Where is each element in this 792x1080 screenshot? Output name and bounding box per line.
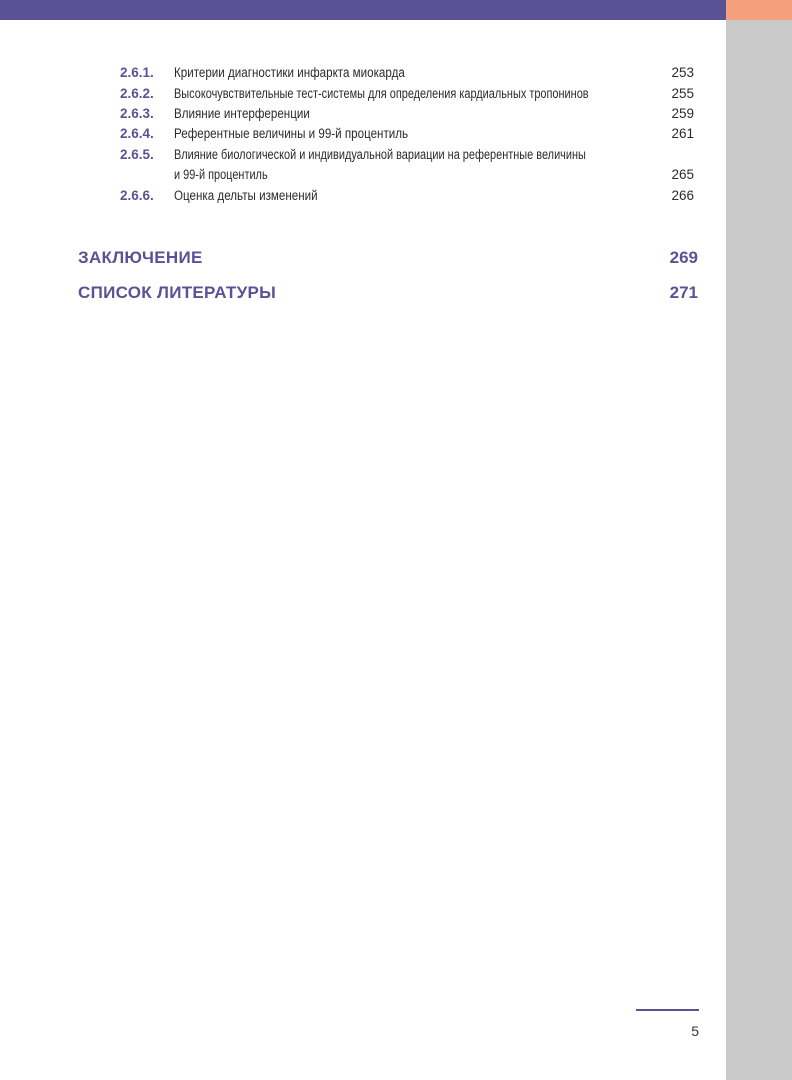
toc-item-title: Критерии диагностики инфаркта миокарда xyxy=(174,65,405,80)
toc-item-title: Влияние интерференции xyxy=(174,106,310,121)
toc-item-page: 266 xyxy=(671,188,694,203)
toc-item-title: Референтные величины и 99-й процентиль xyxy=(174,126,409,141)
toc-item-page: 261 xyxy=(671,126,694,141)
toc-item-page: 265 xyxy=(671,167,694,182)
toc-item-number: 2.6.2. xyxy=(120,86,154,101)
side-margin-strip xyxy=(726,20,792,1080)
toc-item-number: 2.6.5. xyxy=(120,147,154,162)
footer-rule xyxy=(636,1009,699,1011)
toc-item-number: 2.6.6. xyxy=(120,188,154,203)
toc-item-2-6-5[interactable] xyxy=(0,145,726,187)
toc-item-title: Влияние биологической и индивидуальной вариации на референтные величины и 99-й процентиль xyxy=(174,147,586,182)
toc-item-page: 253 xyxy=(671,65,694,80)
toc-item-number: 2.6.4. xyxy=(120,126,154,141)
toc-main-title: СПИСОК ЛИТЕРАТУРЫ xyxy=(78,283,277,302)
toc-item-number: 2.6.1. xyxy=(120,65,154,80)
top-accent-block xyxy=(726,0,792,20)
toc-main-page: 271 xyxy=(669,283,698,302)
toc-item-page: 259 xyxy=(671,106,694,121)
page-number: 5 xyxy=(691,1023,699,1039)
toc-item-title: Оценка дельты изменений xyxy=(174,188,318,203)
top-color-bar xyxy=(0,0,726,20)
toc-item-page: 255 xyxy=(671,86,694,101)
toc-item-number: 2.6.3. xyxy=(120,106,154,121)
toc-item-title: Высокочувствительные тест-системы для определения кардиальных тропонинов xyxy=(174,86,589,101)
toc-main-title: ЗАКЛЮЧЕНИЕ xyxy=(78,248,203,267)
toc-main-page: 269 xyxy=(669,248,698,267)
